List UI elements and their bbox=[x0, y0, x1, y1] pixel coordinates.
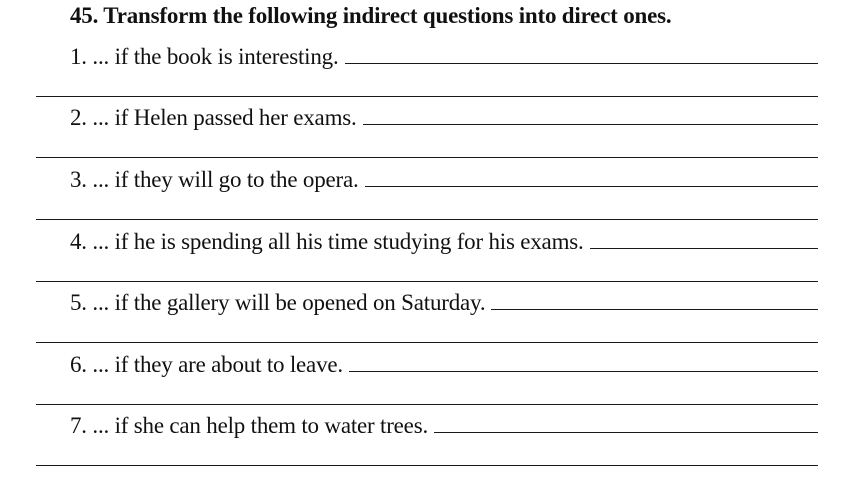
question-text: 3. ... if they will go to the opera. bbox=[70, 167, 359, 192]
answer-line[interactable] bbox=[36, 96, 818, 97]
question-text: 7. ... if she can help them to water trees. bbox=[70, 413, 428, 438]
question-item-3 bbox=[70, 163, 818, 193]
question-item-7 bbox=[70, 409, 818, 439]
answer-blank[interactable] bbox=[365, 186, 818, 187]
answer-blank[interactable] bbox=[345, 63, 818, 64]
exercise-title: 45. Transform the following indirect questions into direct ones. bbox=[70, 3, 672, 28]
answer-blank[interactable] bbox=[590, 248, 818, 249]
question-text: 1. ... if the book is interesting. bbox=[70, 44, 339, 69]
question-item-6 bbox=[70, 348, 818, 378]
question-text: 2. ... if Helen passed her exams. bbox=[70, 105, 357, 130]
question-item-5 bbox=[70, 286, 818, 316]
answer-blank[interactable] bbox=[363, 124, 818, 125]
question-item-1 bbox=[70, 40, 818, 70]
answer-line[interactable] bbox=[36, 342, 818, 343]
answer-line[interactable] bbox=[36, 404, 818, 405]
answer-blank[interactable] bbox=[349, 371, 818, 372]
answer-line[interactable] bbox=[36, 219, 818, 220]
question-text: 4. ... if he is spending all his time studying for his exams. bbox=[70, 229, 584, 254]
question-text: 5. ... if the gallery will be opened on Saturday. bbox=[70, 290, 486, 315]
question-text: 6. ... if they are about to leave. bbox=[70, 352, 343, 377]
answer-line[interactable] bbox=[36, 157, 818, 158]
question-item-4 bbox=[70, 225, 818, 255]
answer-line[interactable] bbox=[36, 465, 818, 466]
question-item-2 bbox=[70, 101, 818, 131]
answer-blank[interactable] bbox=[491, 309, 818, 310]
answer-line[interactable] bbox=[36, 281, 818, 282]
answer-blank[interactable] bbox=[434, 432, 818, 433]
